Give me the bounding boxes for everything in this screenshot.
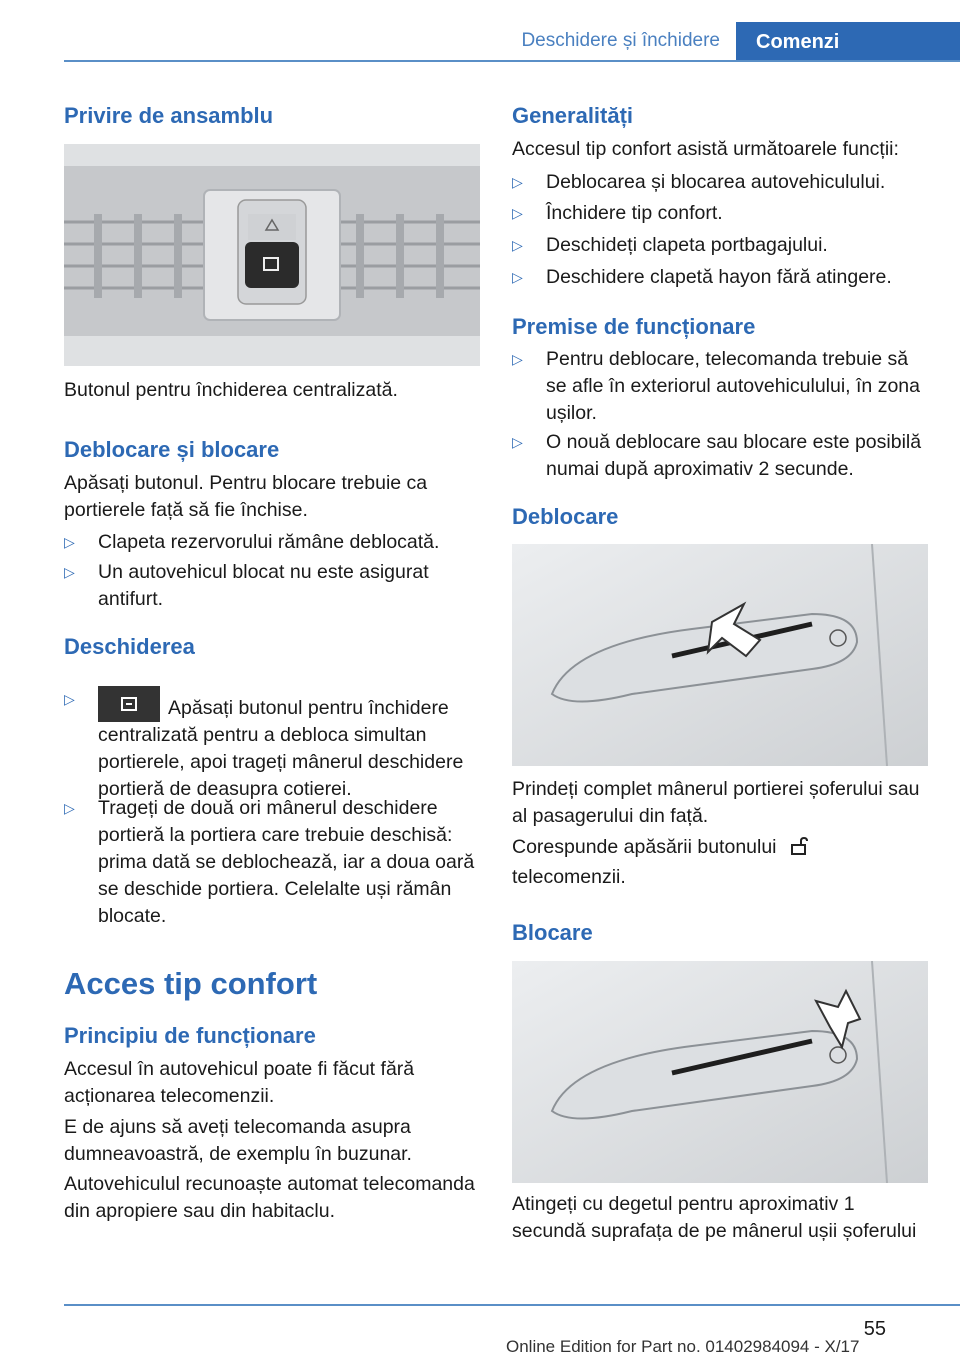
unlock-title: Deblocare (512, 504, 619, 529)
overview-caption: Butonul pentru închiderea centralizată. (64, 379, 398, 401)
central-lock-icon (98, 686, 160, 722)
header-tab[interactable]: Comenzi (736, 22, 960, 62)
door-handle-lock-image (512, 961, 928, 1183)
bullet-triangle-icon: ▷ (512, 269, 523, 285)
overview-title: Privire de ansamblu (64, 103, 274, 128)
footer-rule (64, 1304, 960, 1306)
bullet-triangle-icon: ▷ (64, 564, 75, 580)
footer-edition: Online Edition for Part no. 01402984094 - X/17 (506, 1337, 860, 1356)
principle-title: Principiu de funcționare (64, 1023, 316, 1048)
unlock-paragraph-1: Prindeți complet mânerul portierei șoferului sau al pasagerului din față. (512, 778, 920, 827)
door-handle-unlock-image (512, 544, 928, 766)
principle-paragraph-1: Accesul în autovehicul poate fi făcut fără acționarea telecomenzii. (64, 1058, 415, 1107)
bullet-triangle-icon: ▷ (512, 351, 523, 367)
lock-unlock-text: Apăsați butonul. Pentru blocare trebuie ca portierele față să fie închise. (64, 472, 428, 521)
principle-paragraph-2: E de ajuns să aveți telecomanda asupra dumneavoastră, de exemplu în buzunar. (64, 1116, 412, 1165)
bullet-triangle-icon: ▷ (512, 434, 523, 450)
opening-title: Deschiderea (64, 634, 195, 659)
comfort-access-title: Acces tip confort (64, 966, 318, 1001)
prerequisites-title: Premise de funcționare (512, 314, 756, 339)
principle-paragraph-3: Autovehiculul recunoaște automat telecomanda din apropiere sau din habitaclu. (64, 1173, 475, 1222)
header-rule (64, 60, 960, 62)
bullet-triangle-icon: ▷ (512, 174, 523, 190)
lock-title: Blocare (512, 920, 593, 945)
open-item-1-text: Apăsați butonul pentru închidere centralizată pentru a debloca simultan portierele, apoi trageți mânerul deschidere portieră de deasupra cotierei. (98, 697, 464, 800)
bullet-triangle-icon: ▷ (512, 237, 523, 253)
header-section-title: Deschidere și închidere (521, 30, 720, 51)
page-number: 55 (863, 1318, 886, 1340)
lock-unlock-title: Deblocare și blocare (64, 437, 280, 462)
unlock-paragraph-2: Corespunde apăsării butonului telecomenzii. (512, 834, 928, 891)
general-title: Generalități (512, 103, 634, 128)
lock-paragraph-1: Atingeți cu degetul pentru aproximativ 1 secundă suprafața de pe mânerul ușii șoferului (512, 1193, 917, 1242)
bullet-triangle-icon: ▷ (64, 534, 75, 550)
bullet-triangle-icon: ▷ (512, 205, 523, 221)
central-lock-button-image (64, 144, 480, 366)
bullet-triangle-icon: ▷ (64, 800, 75, 816)
list-item (64, 686, 480, 798)
general-intro: Accesul tip confort asistă următoarele funcții: (512, 138, 899, 160)
remote-unlock-icon (782, 836, 816, 864)
bullet-triangle-icon: ▷ (64, 691, 75, 707)
